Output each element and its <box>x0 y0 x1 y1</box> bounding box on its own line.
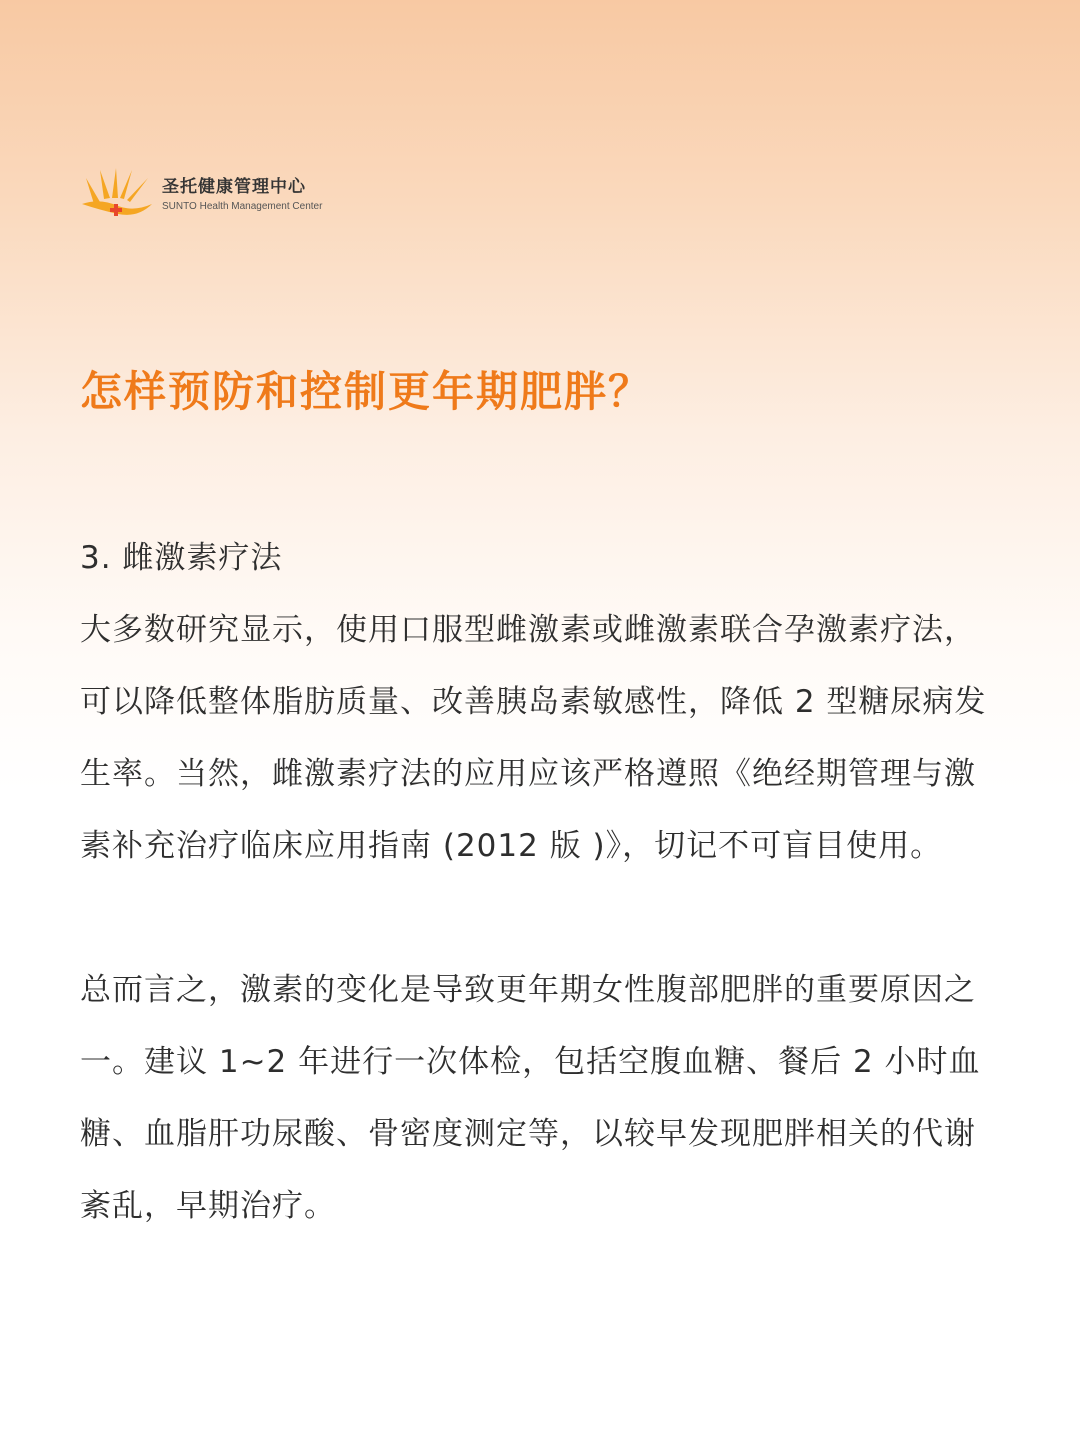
section-heading: 3. 雌激素疗法 <box>80 540 283 576</box>
summary-paragraph: 总而言之，激素的变化是导致更年期女性腹部肥胖的重要原因之一。建议 1~2 年进行一次体检，包括空腹血糖、餐后 2 小时血糖、血脂肝功尿酸、骨密度测定等，以较早发现肥胖相关的代谢紊乱，早期治疗。 <box>80 972 981 1224</box>
brand-header <box>80 168 322 222</box>
page-title: 怎样预防和控制更年期肥胖？ <box>80 367 653 416</box>
section-paragraph: 大多数研究显示，使用口服型雌激素或雌激素联合孕激素疗法，可以降低整体脂肪质量、改善胰岛素敏感性，降低 2 型糖尿病发生率。当然，雌激素疗法的应用应该严格遵照《绝经期管理与激素补充治疗临床应用指南 (2012 版 )》，切记不可盲目使用。 <box>80 612 987 864</box>
brand-name-cn: 圣托健康管理中心 <box>162 177 306 197</box>
paragraph-spacer <box>80 882 1000 954</box>
sunto-logo-icon <box>80 168 154 222</box>
article-body <box>80 522 1000 1242</box>
brand-name-en: SUNTO Health Management Center <box>162 201 323 212</box>
